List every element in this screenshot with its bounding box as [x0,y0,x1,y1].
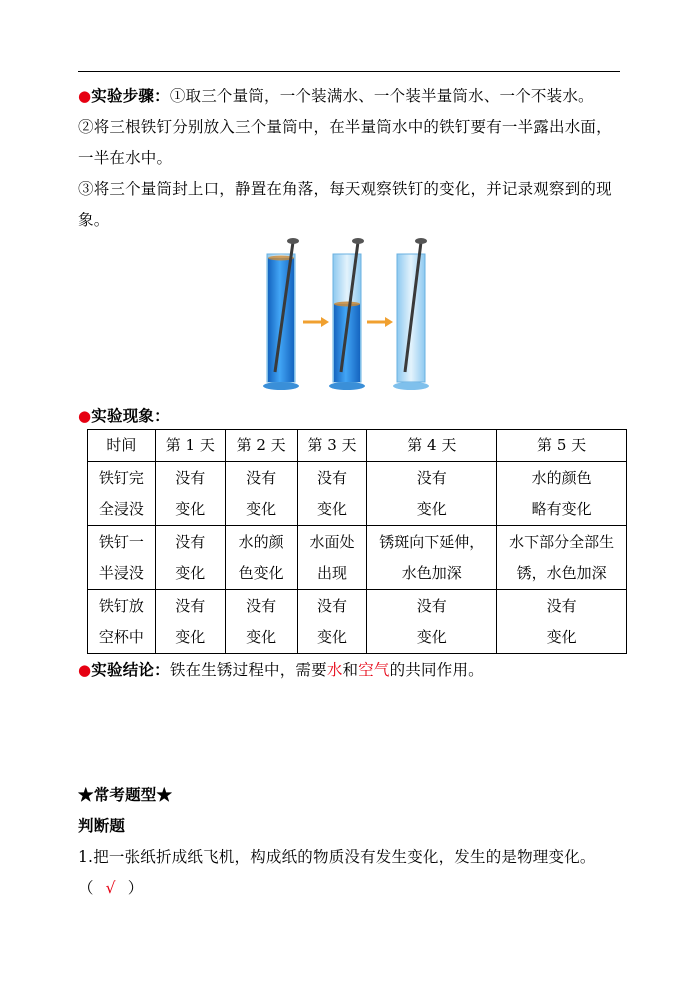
header-day-4: 第 4 天 [367,430,497,462]
table-cell: 锈斑向下延伸， 水色加深 [367,526,497,590]
table-cell: 水的颜 色变化 [225,526,297,590]
answer-open-paren: （ [78,879,94,897]
table-header-row [88,430,627,462]
conclusion-and: 和 [342,661,359,679]
table-cell: 没有 变化 [497,590,627,654]
table-cell: 水面处 出现 [297,526,367,590]
cylinder-empty-icon [393,238,429,390]
table-cell: 没有 变化 [155,462,225,526]
table-cell: 没有 变化 [367,462,497,526]
table-cell: 水下部分全部生 锈，水色加深 [497,526,627,590]
answer-1 [78,876,143,898]
table-row [88,590,627,654]
phenomenon-heading [78,404,170,426]
bullet-red-dot-icon: ● [78,661,92,679]
header-day-3: 第 3 天 [297,430,367,462]
table-cell: 没有 变化 [297,462,367,526]
bullet-red-dot-icon: ● [78,87,92,105]
table-cell: 没有 变化 [155,590,225,654]
cylinder-half-water-icon [329,238,365,390]
section-title: ★常考题型★ [78,785,173,804]
section-subtitle: 判断题 [78,816,126,835]
table-cell: 没有 变化 [225,590,297,654]
header-day-2: 第 2 天 [225,430,297,462]
step-3-line-2: 象。 [78,211,110,229]
arrow-right-icon [303,317,329,327]
answer-close-paren: ） [127,879,144,897]
arrow-right-icon [367,317,393,327]
step-2-line-2: 一半在水中。 [78,149,173,167]
step-2-line-1: ②将三根铁钉分别放入三个量筒中，在半量筒水中的铁钉要有一半露出水面， [78,118,612,136]
table-cell: 水的颜色 略有变化 [497,462,627,526]
step-3-line-1: ③将三个量筒封上口，静置在角落，每天观察铁钉的变化，并记录观察到的现 [78,180,612,198]
check-mark-icon: √ [105,879,116,897]
bullet-red-dot-icon: ● [78,407,92,425]
header-time: 时间 [88,430,156,462]
conclusion-text-2: 的共同作用。 [389,661,484,679]
conclusion-line [78,658,484,680]
table-cell: 没有 变化 [155,526,225,590]
header-day-1: 第 1 天 [155,430,225,462]
table-cell: 没有 变化 [297,590,367,654]
header-day-5: 第 5 天 [497,430,627,462]
step-1-text: ①取三个量筒，一个装满水、一个装半量筒水、一个不装水。 [169,87,594,105]
top-divider [78,71,620,72]
steps-line-1 [78,84,594,106]
row-label: 铁钉放 空杯中 [88,590,156,654]
observation-table [87,429,627,654]
table-row [88,526,627,590]
table-cell: 没有 变化 [225,462,297,526]
conclusion-air: 空气 [358,661,390,679]
conclusion-label: 实验结论： [91,660,170,679]
cylinder-full-water-icon [263,238,299,390]
conclusion-water: 水 [326,661,343,679]
table-row [88,462,627,526]
experiment-illustration [255,232,445,394]
steps-label: 实验步骤： [91,86,170,105]
row-label: 铁钉完 全浸没 [88,462,156,526]
phenomenon-label: 实验现象： [91,406,170,425]
conclusion-text-1: 铁在生锈过程中，需要 [169,661,327,679]
row-label: 铁钉一 半浸没 [88,526,156,590]
table-cell: 没有 变化 [367,590,497,654]
question-1: 1.把一张纸折成纸飞机，构成纸的物质没有发生变化，发生的是物理变化。 [78,848,596,866]
